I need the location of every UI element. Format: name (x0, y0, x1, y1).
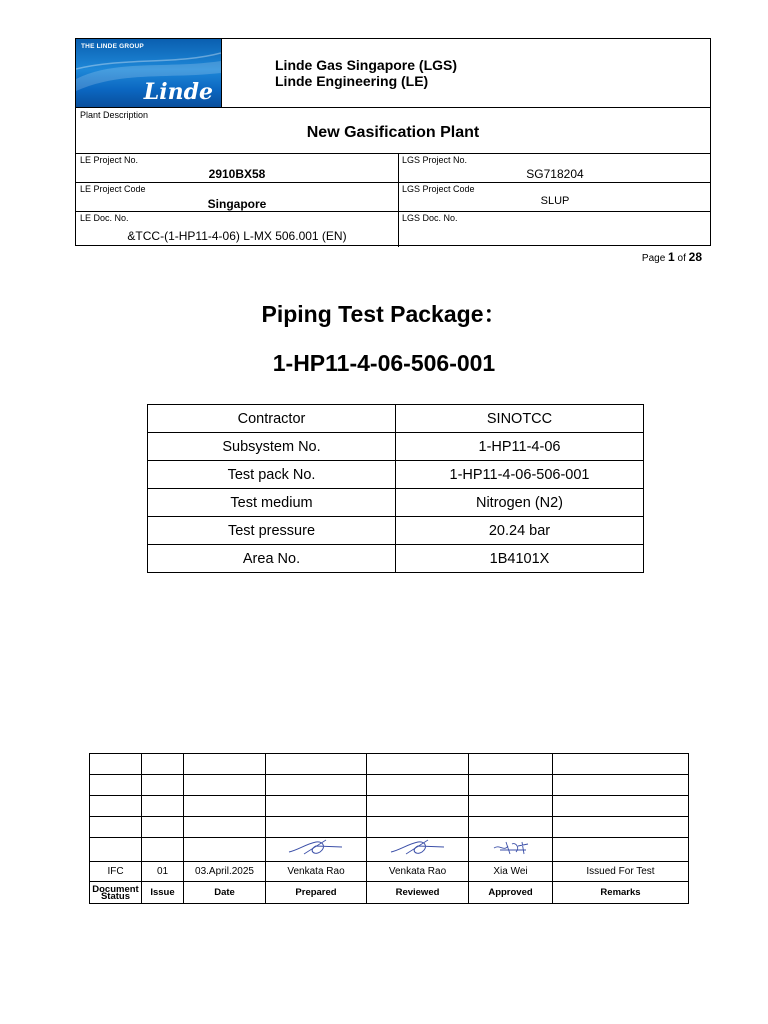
lgs-project-code: SLUP (540, 195, 570, 207)
info-label: Test pressure (148, 517, 396, 545)
document-header (75, 38, 711, 246)
lgs-project-code-label: LGS Project Code (402, 184, 475, 194)
lgs-project-no: SG718204 (526, 167, 584, 181)
document-status-header: Document Status (90, 882, 142, 904)
reviewed-header: Reviewed (367, 882, 469, 904)
info-value: 1-HP11-4-06-506-001 (396, 461, 644, 489)
table-row (90, 775, 689, 796)
info-value: SINOTCC (396, 405, 644, 433)
prepared-signature (266, 838, 367, 862)
lgs-project-no-label: LGS Project No. (402, 155, 468, 165)
logo-brand-text: Linde (143, 79, 213, 105)
le-project-no: 2910BX58 (208, 167, 266, 181)
info-value: 1-HP11-4-06 (396, 433, 644, 461)
approved-value: Xia Wei (469, 862, 553, 882)
revision-row (90, 862, 689, 882)
signature-image (388, 838, 448, 858)
date-value: 03.April.2025 (184, 862, 266, 882)
logo-group-text: THE LINDE GROUP (81, 43, 144, 50)
approved-header: Approved (469, 882, 553, 904)
plant-description-label: Plant Description (80, 110, 149, 120)
le-doc-no-label: LE Doc. No. (80, 213, 129, 223)
page-of-word: of (677, 253, 686, 264)
table-row (148, 405, 644, 433)
info-label: Subsystem No. (148, 433, 396, 461)
page-number (642, 250, 702, 264)
approved-signature (469, 838, 553, 862)
table-row (90, 754, 689, 775)
table-row (90, 796, 689, 817)
divider (76, 107, 710, 108)
table-row (148, 489, 644, 517)
reviewed-signature (367, 838, 469, 862)
info-label: Test pack No. (148, 461, 396, 489)
reviewed-value: Venkata Rao (367, 862, 469, 882)
remarks-value: Issued For Test (553, 862, 689, 882)
plant-description: New Gasification Plant (306, 124, 480, 141)
divider (221, 39, 222, 107)
remarks-header: Remarks (553, 882, 689, 904)
le-doc-no: &TCC-(1-HP11-4-06) L-MX 506.001 (EN) (127, 229, 347, 243)
revision-header-row (90, 882, 689, 904)
issue-value: 01 (142, 862, 184, 882)
page-word: Page (641, 253, 666, 264)
table-row (148, 461, 644, 489)
document-title: Piping Test Package： (261, 301, 507, 327)
info-value: 20.24 bar (396, 517, 644, 545)
revision-signoff-table (89, 753, 689, 904)
table-row (148, 517, 644, 545)
table-row (148, 433, 644, 461)
page-total: 28 (688, 250, 702, 264)
page-current: 1 (668, 250, 675, 264)
date-header: Date (184, 882, 266, 904)
signature-image (286, 838, 346, 858)
company-name-lgs: Linde Gas Singapore (LGS) (275, 57, 458, 73)
le-project-code: Singapore (207, 197, 267, 211)
table-row (148, 545, 644, 573)
divider (76, 182, 710, 183)
test-package-number: 1-HP11-4-06-506-001 (272, 350, 496, 376)
divider (76, 211, 710, 212)
signature-image (486, 838, 536, 858)
divider (76, 153, 710, 154)
info-value: Nitrogen (N2) (396, 489, 644, 517)
table-row (90, 817, 689, 838)
info-label: Contractor (148, 405, 396, 433)
le-project-code-label: LE Project Code (80, 184, 146, 194)
prepared-header: Prepared (266, 882, 367, 904)
signature-row (90, 838, 689, 862)
linde-logo (76, 39, 221, 107)
lgs-doc-no-label: LGS Doc. No. (402, 213, 458, 223)
info-label: Area No. (148, 545, 396, 573)
prepared-value: Venkata Rao (266, 862, 367, 882)
document-status-value: IFC (90, 862, 142, 882)
company-name-le: Linde Engineering (LE) (275, 73, 429, 89)
le-project-no-label: LE Project No. (80, 155, 139, 165)
issue-header: Issue (142, 882, 184, 904)
info-value: 1B4101X (396, 545, 644, 573)
test-package-info-table (147, 404, 644, 573)
info-label: Test medium (148, 489, 396, 517)
